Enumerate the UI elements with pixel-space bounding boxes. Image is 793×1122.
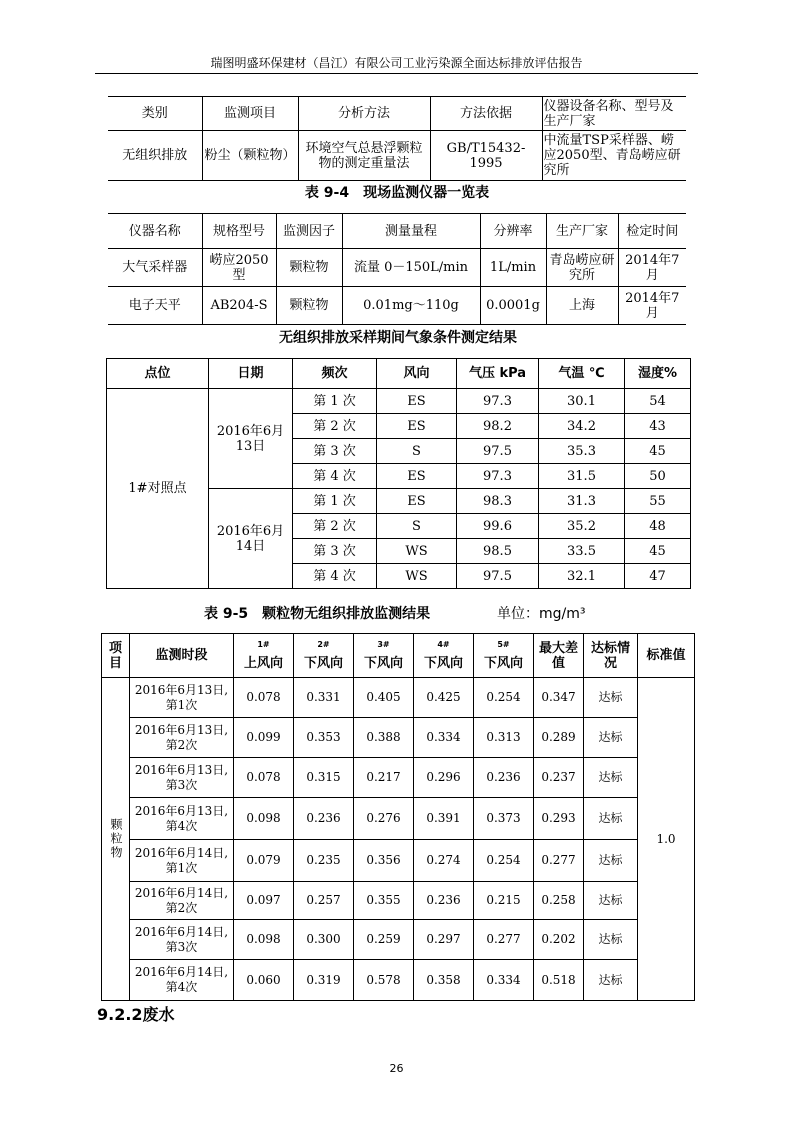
particulate-cell: 0.277 (534, 840, 584, 882)
particulate-cell: 0.373 (474, 798, 534, 840)
weather-date: 2016年6月13日 (209, 389, 293, 489)
instrument-cell: 崂应2050型 (202, 249, 276, 287)
particulate-header-status: 达标情况 (584, 634, 638, 678)
particulate-status: 达标 (584, 678, 638, 718)
particulate-period: 2016年6月13日,第2次 (130, 718, 234, 758)
particulate-cell: 0.358 (414, 960, 474, 1001)
particulate-cell: 0.236 (474, 758, 534, 798)
particulate-header-standard: 标准值 (638, 634, 695, 678)
point-number: 4# (437, 639, 450, 649)
weather-header: 气压 kPa (457, 359, 539, 389)
method-cell-instrument: 中流量TSP采样器、崂应2050型、青岛崂应研究所 (542, 131, 686, 181)
method-cell-basis: GB/T15432-1995 (430, 131, 542, 181)
particulate-cell: 0.236 (414, 882, 474, 920)
particulate-cell: 0.353 (294, 718, 354, 758)
weather-cell: ES (377, 414, 457, 439)
weather-site: 1#对照点 (107, 389, 209, 589)
particulate-standard: 1.0 (638, 678, 695, 1001)
weather-cell: 31.5 (539, 464, 625, 489)
instrument-cell: 大气采样器 (108, 249, 202, 287)
particulate-status: 达标 (584, 840, 638, 882)
particulate-cell: 0.097 (234, 882, 294, 920)
weather-header: 气温 ℃ (539, 359, 625, 389)
particulate-cell: 0.391 (414, 798, 474, 840)
instrument-cell: 颗粒物 (276, 287, 342, 325)
page-number: 26 (389, 1062, 404, 1075)
point-direction: 上风向 (243, 655, 283, 671)
weather-cell: 45 (625, 439, 691, 464)
instrument-cell: 0.0001g (480, 287, 546, 325)
instrument-header: 生产厂家 (546, 214, 618, 249)
particulate-header-point (294, 634, 354, 678)
weather-date: 2016年6月14日 (209, 489, 293, 589)
weather-cell: ES (377, 464, 457, 489)
particulate-cell: 0.258 (534, 882, 584, 920)
weather-cell: S (377, 439, 457, 464)
particulate-period: 2016年6月14日,第1次 (130, 840, 234, 882)
weather-cell: ES (377, 489, 457, 514)
weather-cell: 第 3 次 (293, 439, 377, 464)
particulate-item: 颗粒物 (102, 678, 130, 1001)
weather-cell: 98.2 (457, 414, 539, 439)
weather-header: 风向 (377, 359, 457, 389)
table-9-5-caption: 表 9-5 颗粒物无组织排放监测结果 (204, 606, 431, 622)
particulate-cell: 0.289 (534, 718, 584, 758)
particulate-cell: 0.235 (294, 840, 354, 882)
particulate-header-point (354, 634, 414, 678)
particulate-period: 2016年6月14日,第4次 (130, 960, 234, 1001)
particulate-cell: 0.276 (354, 798, 414, 840)
weather-cell: 97.5 (457, 439, 539, 464)
instrument-header: 规格型号 (202, 214, 276, 249)
particulate-cell: 0.060 (234, 960, 294, 1001)
point-number: 2# (317, 639, 330, 649)
particulate-header-point (474, 634, 534, 678)
particulate-cell: 0.236 (294, 798, 354, 840)
section-heading: 9.2.2废水 (97, 1005, 175, 1024)
particulate-status: 达标 (584, 718, 638, 758)
weather-cell: 31.3 (539, 489, 625, 514)
weather-cell: 47 (625, 564, 691, 589)
weather-cell: 35.3 (539, 439, 625, 464)
weather-cell: 33.5 (539, 539, 625, 564)
weather-cell: 45 (625, 539, 691, 564)
particulate-cell: 0.215 (474, 882, 534, 920)
weather-header: 频次 (293, 359, 377, 389)
weather-cell: 35.2 (539, 514, 625, 539)
weather-cell: 97.5 (457, 564, 539, 589)
table-9-4-caption: 表 9-4 现场监测仪器一览表 (304, 185, 490, 201)
particulate-cell: 0.079 (234, 840, 294, 882)
particulate-cell: 0.355 (354, 882, 414, 920)
weather-cell: 第 1 次 (293, 489, 377, 514)
weather-cell: 48 (625, 514, 691, 539)
weather-cell: 第 3 次 (293, 539, 377, 564)
weather-cell: 43 (625, 414, 691, 439)
weather-cell: 99.6 (457, 514, 539, 539)
particulate-table (101, 633, 695, 1001)
particulate-status: 达标 (584, 960, 638, 1001)
instrument-cell: 2014年7月 (618, 287, 686, 325)
instrument-cell: 青岛崂应研究所 (546, 249, 618, 287)
particulate-cell: 0.078 (234, 758, 294, 798)
instrument-cell: AB204-S (202, 287, 276, 325)
instrument-header: 测量量程 (342, 214, 480, 249)
particulate-period: 2016年6月13日,第1次 (130, 678, 234, 718)
weather-cell: 98.5 (457, 539, 539, 564)
method-cell-method: 环境空气总悬浮颗粒物的测定重量法 (298, 131, 430, 181)
particulate-cell: 0.405 (354, 678, 414, 718)
weather-cell: 第 2 次 (293, 414, 377, 439)
particulate-cell: 0.425 (414, 678, 474, 718)
particulate-cell: 0.277 (474, 920, 534, 960)
particulate-cell: 0.274 (414, 840, 474, 882)
particulate-cell: 0.296 (414, 758, 474, 798)
weather-cell: WS (377, 539, 457, 564)
weather-cell: S (377, 514, 457, 539)
header-rule (95, 73, 698, 74)
particulate-cell: 0.313 (474, 718, 534, 758)
weather-cell: 98.3 (457, 489, 539, 514)
particulate-cell: 0.315 (294, 758, 354, 798)
particulate-cell: 0.293 (534, 798, 584, 840)
instrument-cell: 上海 (546, 287, 618, 325)
method-cell-category: 无组织排放 (108, 131, 202, 181)
particulate-cell: 0.237 (534, 758, 584, 798)
point-number: 5# (497, 639, 510, 649)
particulate-cell: 0.578 (354, 960, 414, 1001)
weather-cell: 97.3 (457, 464, 539, 489)
weather-header: 湿度% (625, 359, 691, 389)
particulate-cell: 0.098 (234, 798, 294, 840)
weather-header: 日期 (209, 359, 293, 389)
instrument-header: 监测因子 (276, 214, 342, 249)
particulate-header-period: 监测时段 (130, 634, 234, 678)
particulate-header-maxdiff: 最大差值 (534, 634, 584, 678)
particulate-period: 2016年6月13日,第4次 (130, 798, 234, 840)
weather-cell: 34.2 (539, 414, 625, 439)
weather-cell: 第 1 次 (293, 389, 377, 414)
particulate-cell: 0.202 (534, 920, 584, 960)
point-direction: 下风向 (483, 655, 523, 671)
weather-cell: 第 4 次 (293, 464, 377, 489)
method-cell-item: 粉尘（颗粒物） (202, 131, 298, 181)
particulate-cell: 0.331 (294, 678, 354, 718)
instrument-cell: 颗粒物 (276, 249, 342, 287)
method-header-instrument: 仪器设备名称、型号及生产厂家 (542, 97, 686, 131)
method-header-basis: 方法依据 (430, 97, 542, 131)
method-table (108, 96, 686, 181)
particulate-period: 2016年6月14日,第2次 (130, 882, 234, 920)
particulate-cell: 0.257 (294, 882, 354, 920)
weather-table (106, 358, 691, 589)
particulate-cell: 0.347 (534, 678, 584, 718)
weather-header: 点位 (107, 359, 209, 389)
particulate-cell: 0.254 (474, 840, 534, 882)
weather-table-caption: 无组织排放采样期间气象条件测定结果 (279, 330, 517, 346)
particulate-cell: 0.217 (354, 758, 414, 798)
point-direction: 下风向 (423, 655, 463, 671)
method-header-method: 分析方法 (298, 97, 430, 131)
weather-cell: 55 (625, 489, 691, 514)
particulate-cell: 0.098 (234, 920, 294, 960)
particulate-cell: 0.254 (474, 678, 534, 718)
particulate-cell: 0.319 (294, 960, 354, 1001)
particulate-header-point (414, 634, 474, 678)
particulate-period: 2016年6月13日,第3次 (130, 758, 234, 798)
method-header-category: 类别 (108, 97, 202, 131)
weather-cell: 32.1 (539, 564, 625, 589)
instrument-table (108, 213, 686, 325)
particulate-status: 达标 (584, 920, 638, 960)
point-number: 1# (257, 639, 270, 649)
unit-label: 单位：mg/m³ (497, 606, 586, 622)
particulate-cell: 0.259 (354, 920, 414, 960)
particulate-status: 达标 (584, 798, 638, 840)
weather-cell: 第 4 次 (293, 564, 377, 589)
instrument-cell: 1L/min (480, 249, 546, 287)
particulate-status: 达标 (584, 882, 638, 920)
page-header: 瑞图明盛环保建材（昌江）有限公司工业污染源全面达标排放评估报告 (210, 56, 583, 70)
particulate-cell: 0.356 (354, 840, 414, 882)
particulate-cell: 0.078 (234, 678, 294, 718)
particulate-header-item: 项目 (102, 634, 130, 678)
weather-cell: 第 2 次 (293, 514, 377, 539)
particulate-cell: 0.297 (414, 920, 474, 960)
instrument-header: 分辨率 (480, 214, 546, 249)
particulate-cell: 0.518 (534, 960, 584, 1001)
instrument-cell: 0.01mg～110g (342, 287, 480, 325)
particulate-period: 2016年6月14日,第3次 (130, 920, 234, 960)
weather-cell: WS (377, 564, 457, 589)
instrument-header: 仪器名称 (108, 214, 202, 249)
instrument-cell: 流量 0－150L/min (342, 249, 480, 287)
particulate-cell: 0.300 (294, 920, 354, 960)
method-header-item: 监测项目 (202, 97, 298, 131)
point-direction: 下风向 (363, 655, 403, 671)
weather-cell: 50 (625, 464, 691, 489)
weather-cell: 54 (625, 389, 691, 414)
particulate-cell: 0.099 (234, 718, 294, 758)
weather-cell: ES (377, 389, 457, 414)
instrument-cell: 电子天平 (108, 287, 202, 325)
instrument-cell: 2014年7月 (618, 249, 686, 287)
particulate-cell: 0.334 (474, 960, 534, 1001)
point-direction: 下风向 (303, 655, 343, 671)
particulate-status: 达标 (584, 758, 638, 798)
weather-cell: 97.3 (457, 389, 539, 414)
particulate-cell: 0.334 (414, 718, 474, 758)
weather-cell: 30.1 (539, 389, 625, 414)
particulate-header-point (234, 634, 294, 678)
instrument-header: 检定时间 (618, 214, 686, 249)
particulate-cell: 0.388 (354, 718, 414, 758)
point-number: 3# (377, 639, 390, 649)
